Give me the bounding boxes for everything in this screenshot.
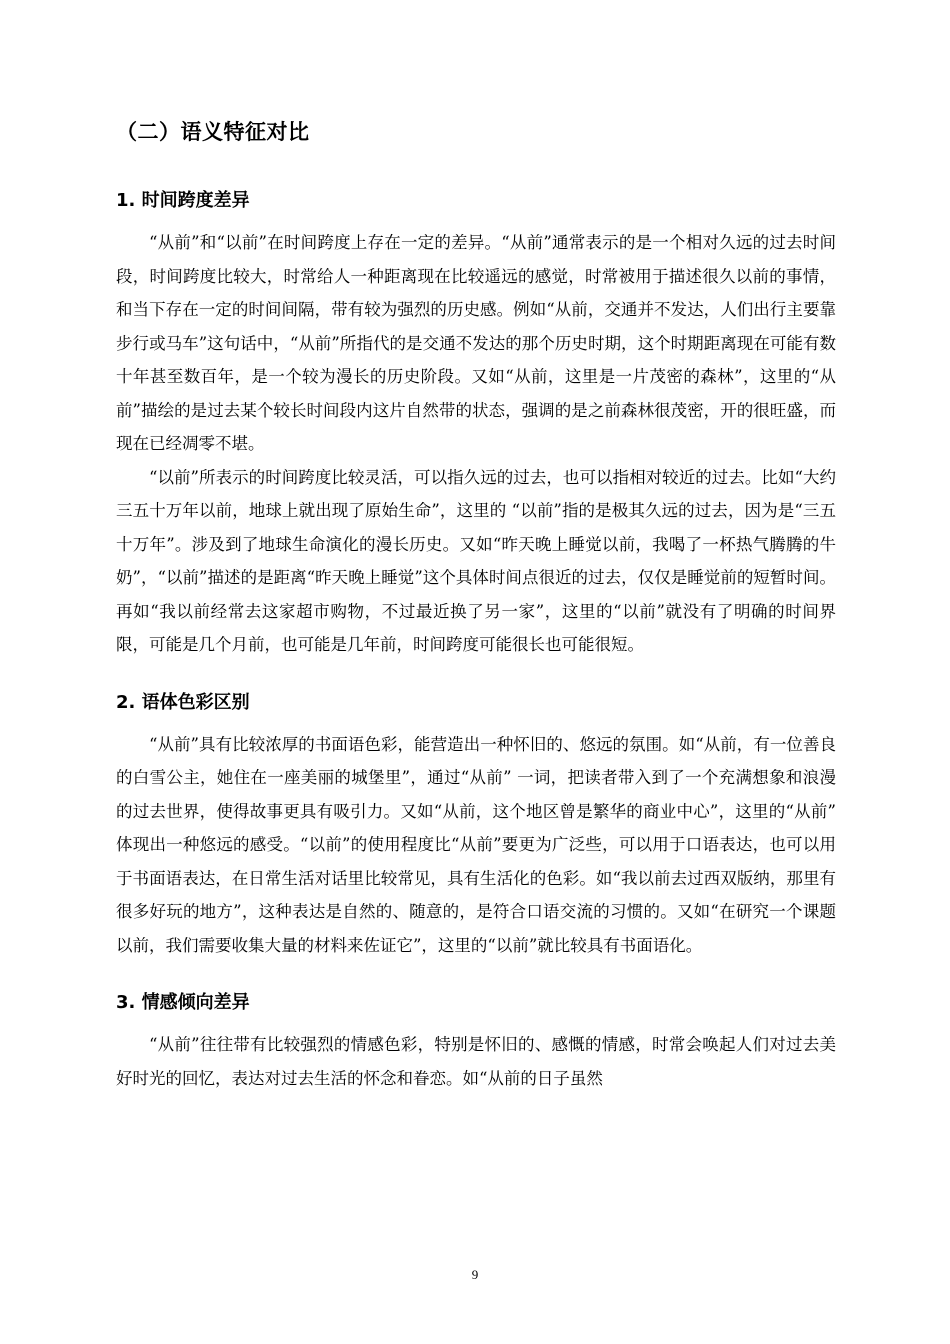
subsection-emotion [116,986,836,1095]
paragraph: “以前”所表示的时间跨度比较灵活，可以指久远的过去，也可以指相对较近的过去。比如“大约三五十万年以前，地球上就出现了原始生命”，这里的 “以前”指的是极其久远的过去，因为是“三五十万年”。涉及到了地球生命演化的漫长历史。又如“昨天晚上睡觉以前，我喝了一杯热气腾腾的牛奶”，“以前”描述的是距离“昨天晚上睡觉”这个具体时间点很近的过去，仅仅是睡觉前的短暂时间。再如“我以前经常去这家超市购物，不过最近换了另一家”，这里的“以前”就没有了明确的时间界限，可能是几个月前，也可能是几年前，时间跨度可能很长也可能很短。 [116,467,836,654]
section-title: （二）语义特征对比 [116,120,310,144]
paragraph: “从前”和“以前”在时间跨度上存在一定的差异。“从前”通常表示的是一个相对久远的过去时间段，时间跨度比较大，时常给人一种距离现在比较遥远的感觉，时常被用于描述很久以前的事情，和当下存在一定的时间间隔，带有较为强烈的历史感。例如“从前，交通并不发达，人们出行主要靠步行或马车”这句话中，“从前”所指代的是交通不发达的那个历史时期，这个时期距离现在可能有数十年甚至数百年，是一个较为漫长的历史阶段。又如“从前，这里是一片茂密的森林”，这里的“从前”描绘的是过去某个较长时间段内这片自然带的状态，强调的是之前森林很茂密，开的很旺盛，而现在已经凋零不堪。 [116,233,836,453]
page-number: 9 [471,1267,479,1282]
subsection-heading: 2. 语体色彩区别 [116,691,250,713]
paragraph: “从前”往往带有比较强烈的情感色彩，特别是怀旧的、感慨的情感，时常会唤起人们对过去美好时光的回忆，表达对过去生活的怀念和眷恋。如“从前的日子虽然 [116,1035,836,1088]
subsection-time-span [116,184,836,662]
subsection-heading: 1. 时间跨度差异 [116,190,250,211]
page-content [116,112,836,1119]
subsection-register [116,686,836,963]
paragraph: “从前”具有比较浓厚的书面语色彩，能营造出一种怀旧的、悠远的氛围。如“从前，有一位善良的白雪公主，她住在一座美丽的城堡里”，通过“从前” 一词，把读者带入到了一个充满想象和浪漫的过去世界，使得故事更具有吸引力。又如“从前，这个地区曾是繁华的商业中心”，这里的“从前” 体现出一种悠远的感受。“以前”的使用程度比“从前”要更为广泛些，可以用于口语表达，也可以用于书面语表达，在日常生活对话里比较常见，具有生活化的色彩。如“我以前去过西双版纳，那里有很多好玩的地方”，这种表达是自然的、随意的，是符合口语交流的习惯的。又如“在研究一个课题以前，我们需要收集大量的材料来佐证它”，这里的“以前”就比较具有书面语化。 [116,734,836,955]
subsection-heading: 3. 情感倾向差异 [116,992,250,1013]
